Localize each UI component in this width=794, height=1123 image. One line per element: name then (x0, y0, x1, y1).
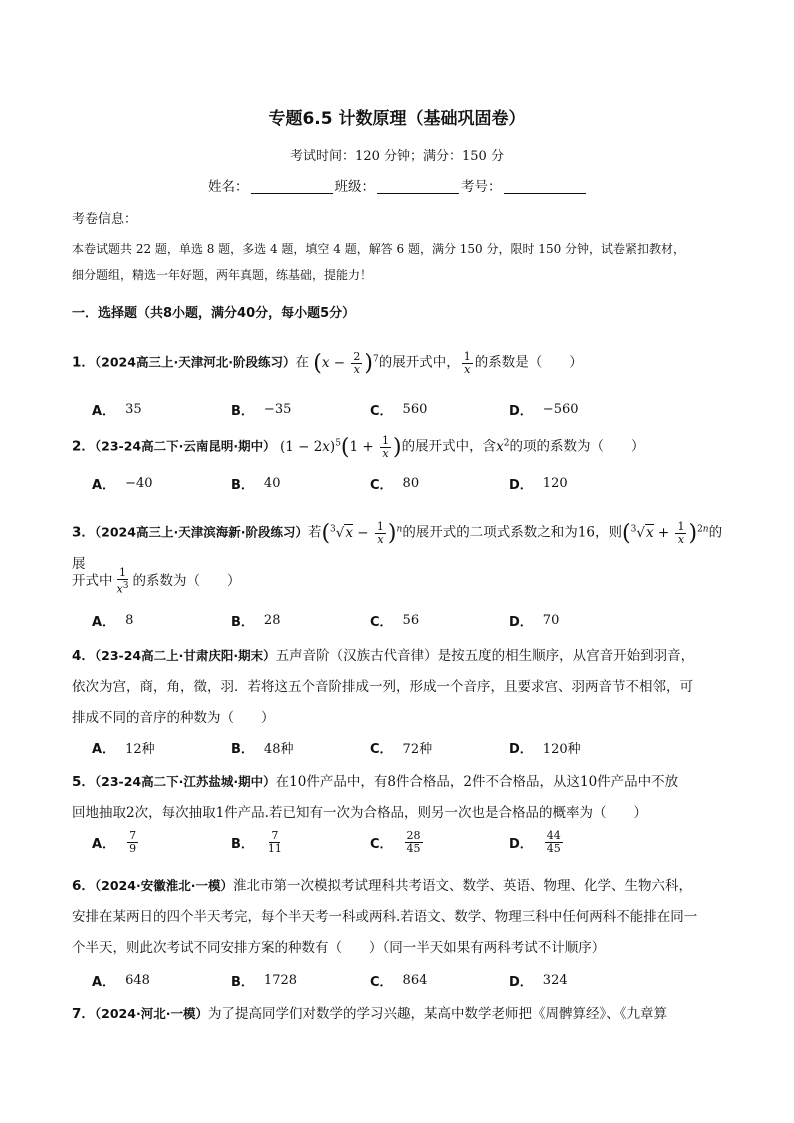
option-c[interactable] (370, 611, 509, 630)
question-text: 的展 (72, 524, 723, 572)
numerator: 7 (129, 829, 137, 842)
denominator: 45 (546, 842, 561, 855)
question-4-options (92, 738, 648, 757)
option-fraction (266, 830, 284, 855)
option-fraction (127, 830, 138, 855)
option-letter: B． (231, 615, 254, 630)
option-letter: A． (92, 478, 116, 493)
math-expression: ($^3$√x − $\frac{1}{x}$ )$^n$ (321, 519, 403, 546)
option-letter: C． (370, 404, 393, 419)
option-d[interactable] (509, 474, 648, 493)
option-c[interactable] (370, 400, 509, 419)
numerator: 44 (546, 829, 561, 842)
option-letter: B． (231, 478, 254, 493)
denominator: 45 (406, 842, 421, 855)
option-value: 324 (542, 973, 568, 988)
number-label: 考号： (461, 179, 502, 195)
option-value: 1728 (263, 973, 298, 988)
option-letter: B． (231, 975, 254, 990)
option-letter: D． (509, 404, 533, 419)
exam-time-info: 考试时间：120 分钟；满分：150 分 (290, 149, 504, 164)
question-source: （2024高三上·天津滨海新·阶段练习） (94, 524, 308, 540)
question-text: 若 (307, 524, 322, 541)
option-value: 120 (542, 476, 568, 491)
info-line-2: 细分题组，精选一年好题，两年真题，练基础，提能力！ (72, 268, 373, 282)
option-value: 12种 (125, 742, 155, 757)
option-b[interactable] (231, 738, 370, 757)
question-source: （2024·安徽淮北·一模） (94, 878, 233, 893)
option-letter: A． (92, 742, 116, 757)
question-number: 4． (72, 648, 95, 664)
question-number: 3． (72, 524, 95, 541)
page-title: 专题6.5 计数原理（基础巩固卷） (268, 109, 526, 129)
option-letter: D． (509, 478, 533, 493)
option-a[interactable] (92, 474, 231, 493)
option-letter: B． (231, 404, 254, 419)
denominator: 11 (267, 842, 282, 855)
math-expression: (x − $\frac{2}{x}$ )$^7$ (313, 349, 379, 376)
question-text: 排成不同的音序的种数为（ ） (72, 710, 275, 726)
option-letter: B． (231, 837, 254, 852)
option-a[interactable] (92, 400, 231, 419)
info-line-1: 本卷试题共 22 题，单选 8 题，多选 4 题，填空 4 题，解答 6 题，满分 150 分，限时 150 分钟，试卷紧扣教材， (72, 242, 686, 256)
question-6 (72, 870, 724, 964)
info-description (72, 236, 724, 288)
option-value: −560 (542, 402, 579, 417)
question-3-options (92, 611, 648, 630)
option-value: 560 (402, 402, 428, 417)
option-value: 28 (263, 613, 281, 628)
option-b[interactable] (231, 611, 370, 630)
option-letter: B． (231, 742, 254, 757)
question-text: 的展开式中， (378, 354, 460, 371)
option-value: 72种 (402, 742, 433, 757)
question-number: 6． (72, 878, 95, 894)
option-c[interactable] (370, 738, 509, 757)
option-d[interactable] (509, 611, 648, 630)
option-value: 120种 (542, 742, 581, 757)
question-2-options (92, 474, 648, 493)
class-blank[interactable] (377, 179, 459, 194)
question-1-options (92, 400, 648, 419)
math-fraction: $\frac{1}{x}$ (463, 349, 471, 376)
option-d[interactable] (509, 830, 648, 855)
question-3-line-2 (72, 566, 724, 597)
question-6-options (92, 971, 648, 990)
question-text: 依次为宫，商，角，徵，羽．若将这五个音阶排成一列，形成一个音序，且要求宫、羽两音节不相邻，可 (72, 679, 693, 695)
number-blank[interactable] (504, 179, 586, 194)
question-text: 淮北市第一次模拟考试理科共考语文、数学、英语、物理、化学、生物六科， (232, 878, 692, 894)
option-letter: D． (509, 837, 533, 852)
question-5-options (92, 830, 648, 855)
option-value: −35 (263, 402, 292, 417)
option-value: 40 (263, 476, 281, 491)
question-2 (72, 428, 724, 463)
option-value: −40 (125, 476, 153, 491)
option-value: 8 (125, 613, 134, 628)
option-letter: D． (509, 742, 533, 757)
option-a[interactable] (92, 611, 231, 630)
question-7 (72, 998, 724, 1030)
question-4 (72, 640, 724, 734)
question-text: 五声音阶（汉族古代音律）是按五度的相生顺序，从宫音开始到羽音， (275, 648, 695, 664)
question-text: 在10件产品中，有8件合格品，2件不合格品，从这10件产品中不放 (275, 774, 679, 790)
option-c[interactable] (370, 474, 509, 493)
question-source: （23-24高二上·甘肃庆阳·期末） (94, 648, 276, 663)
option-letter: D． (509, 975, 533, 990)
class-label: 班级： (334, 179, 375, 195)
question-text: 回地抽取2次，每次抽取1件产品.若已知有一次为合格品，则另一次也是合格品的概率为（ ） (72, 805, 647, 821)
option-letter: C． (370, 837, 393, 852)
math-value: 16 (577, 524, 595, 541)
option-fraction (405, 830, 423, 855)
math-expression: ($^3$√x + $\frac{1}{x}$ )$^{2n}$ (622, 519, 709, 546)
option-d[interactable] (509, 400, 648, 419)
question-5 (72, 766, 724, 829)
question-text: ，则 (595, 524, 622, 541)
option-value: 648 (125, 973, 150, 988)
question-text: 的项的系数为（ ） (509, 438, 645, 455)
question-source: （23-24高二下·江苏盐城·期中） (94, 774, 276, 789)
question-text: 的系数为（ ） (132, 573, 241, 589)
question-text: 开式中 (72, 573, 113, 589)
question-1 (72, 344, 724, 379)
math-fraction: $\frac{1}{x^3}$ (116, 566, 129, 596)
question-number: 1． (72, 354, 95, 371)
denominator: 9 (129, 842, 137, 855)
option-c[interactable] (370, 971, 509, 990)
question-number: 2． (72, 438, 95, 455)
question-source: （23-24高二下·云南昆明·期中） (94, 438, 276, 454)
question-text: 的展开式的二项式系数之和为 (402, 524, 578, 541)
option-a[interactable] (92, 830, 231, 855)
question-text: 在 (295, 354, 309, 371)
option-value: 864 (402, 973, 428, 988)
info-heading: 考卷信息： (72, 212, 138, 227)
question-source: （2024高三上·天津河北·阶段练习） (94, 354, 296, 370)
question-number: 5． (72, 774, 95, 790)
question-text: 个半天，则此次考试不同安排方案的种数有（ ）（同一半天如果有两科考试不计顺序） (72, 940, 606, 956)
numerator: 28 (406, 829, 421, 842)
option-letter: C． (370, 742, 393, 757)
name-label: 姓名： (208, 179, 249, 195)
option-value: 80 (402, 476, 420, 491)
option-value: 56 (402, 613, 420, 628)
option-letter: C． (370, 478, 393, 493)
option-b[interactable] (231, 474, 370, 493)
option-value: 70 (542, 613, 560, 628)
option-letter: D． (509, 615, 533, 630)
question-number: 7． (72, 1006, 95, 1022)
option-letter: A． (92, 837, 116, 852)
option-letter: C． (370, 975, 393, 990)
option-value: 35 (125, 402, 142, 417)
option-letter: A． (92, 615, 116, 630)
option-b[interactable] (231, 830, 370, 855)
question-text: 的系数是（ ） (474, 354, 583, 371)
question-text: 安排在某两日的四个半天考完，每个半天考一科或两科.若语文、数学、物理三科中任何两科不能排在同一 (72, 909, 698, 925)
option-letter: A． (92, 975, 116, 990)
math-expression: $(1 - 2x)^5(1$ + $\frac{1}{x}$ ) (279, 433, 402, 460)
question-text: 为了提高同学们对数学的学习兴趣，某高中数学老师把《周髀算经》、《九章算 (207, 1006, 667, 1022)
section-1-heading: 一．选择题（共8小题，满分40分，每小题5分） (72, 306, 356, 321)
option-letter: C． (370, 615, 393, 630)
option-value: 48种 (263, 742, 294, 757)
option-c[interactable] (370, 830, 509, 855)
math-expression: $x^2$ (496, 438, 510, 455)
option-letter: A． (92, 404, 116, 419)
name-blank[interactable] (251, 179, 333, 194)
option-d[interactable] (509, 738, 648, 757)
question-source: （2024·河北·一模） (94, 1006, 208, 1021)
option-d[interactable] (509, 971, 648, 990)
option-b[interactable] (231, 971, 370, 990)
option-a[interactable] (92, 971, 231, 990)
option-b[interactable] (231, 400, 370, 419)
option-a[interactable] (92, 738, 231, 757)
option-fraction (545, 830, 563, 855)
question-text: 的展开式中，含 (401, 438, 497, 455)
numerator: 7 (271, 829, 279, 842)
student-info-row (208, 175, 588, 195)
